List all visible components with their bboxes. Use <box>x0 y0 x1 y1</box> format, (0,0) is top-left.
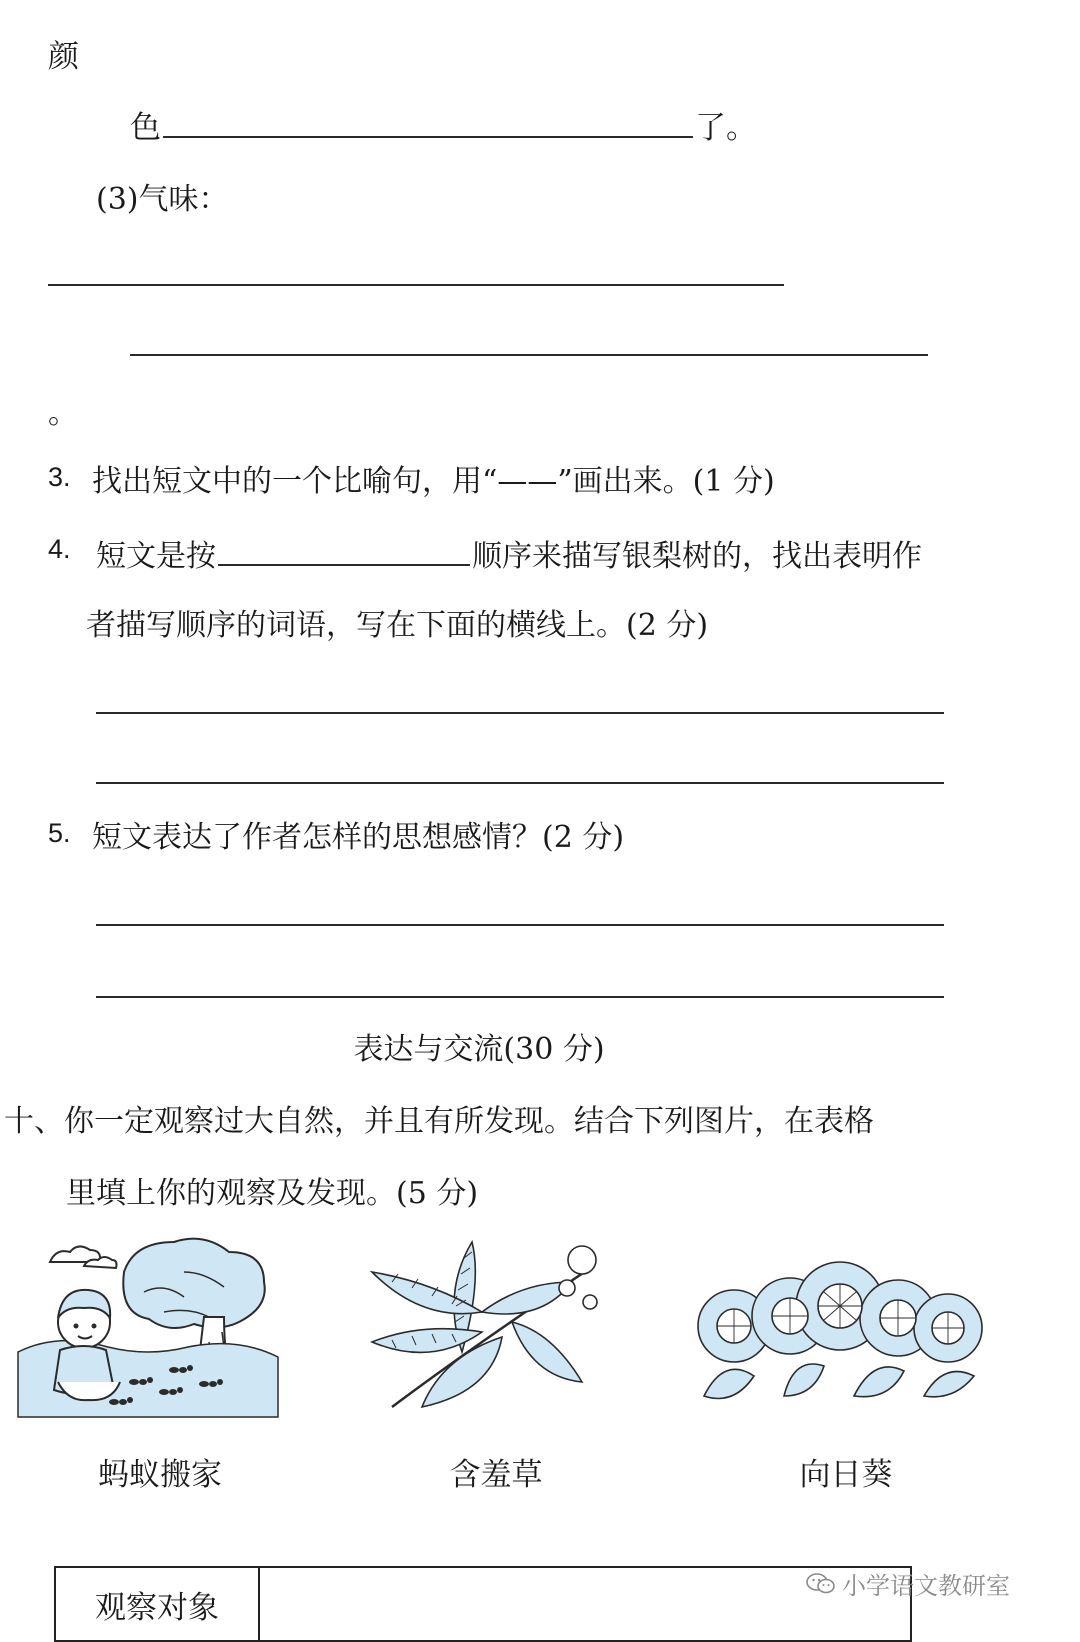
q5-answer-line-2[interactable] <box>96 996 944 998</box>
colour-label-lead: 色 <box>130 110 161 146</box>
boy-ants-illustration <box>14 1232 284 1424</box>
colour-label-tail: 了。 <box>695 110 757 146</box>
q3-text: 找出短文中的一个比喻句，用“——”画出来。(1 分) <box>92 464 775 499</box>
mimosa-plant-illustration <box>362 1232 612 1422</box>
q10-line1: 十、你一定观察过大自然，并且有所发现。结合下列图片，在表格 <box>4 1104 874 1139</box>
q5-number: 5. <box>48 818 71 848</box>
q4-order-blank[interactable] <box>218 536 470 566</box>
caption-sunflower: 向日葵 <box>799 1457 893 1493</box>
colour-answer-line <box>130 108 757 147</box>
q4-line2: 者描写顺序的词语，写在下面的横线上。(2 分) <box>86 608 709 643</box>
q4-number: 4. <box>48 534 71 564</box>
watermark <box>806 1566 1010 1601</box>
q4-answer-line-1[interactable] <box>96 712 944 714</box>
q10-line2: 里填上你的观察及发现。(5 分) <box>66 1176 479 1211</box>
q4-line1-b: 顺序来描写银梨树的，找出表明作 <box>472 539 922 574</box>
q4-line1 <box>96 536 922 575</box>
wechat-icon <box>806 1572 836 1596</box>
table-header-cell: 观察对象 <box>55 1567 259 1641</box>
sunflowers-illustration <box>694 1256 984 1404</box>
table-row <box>55 1567 911 1641</box>
smell-label: (3)气味： <box>96 182 229 217</box>
q4-line1-a: 短文是按 <box>96 539 216 574</box>
q4-answer-line-2[interactable] <box>96 782 944 784</box>
caption-ants: 蚂蚁搬家 <box>98 1457 222 1493</box>
caption-mimosa: 含羞草 <box>449 1457 543 1493</box>
section-title: 表达与交流(30 分) <box>353 1032 605 1067</box>
observation-table <box>54 1566 912 1642</box>
smell-end-mark: 。 <box>48 396 78 431</box>
colour-label-head: 颜 <box>48 39 79 75</box>
q3-number: 3. <box>48 462 71 492</box>
smell-blank-1[interactable] <box>48 284 784 286</box>
watermark-text: 小学语文教研室 <box>842 1572 1010 1600</box>
q5-text: 短文表达了作者怎样的思想感情？(2 分) <box>92 820 625 855</box>
q5-answer-line-1[interactable] <box>96 924 944 926</box>
colour-blank[interactable] <box>163 108 693 138</box>
smell-blank-2[interactable] <box>130 354 928 356</box>
